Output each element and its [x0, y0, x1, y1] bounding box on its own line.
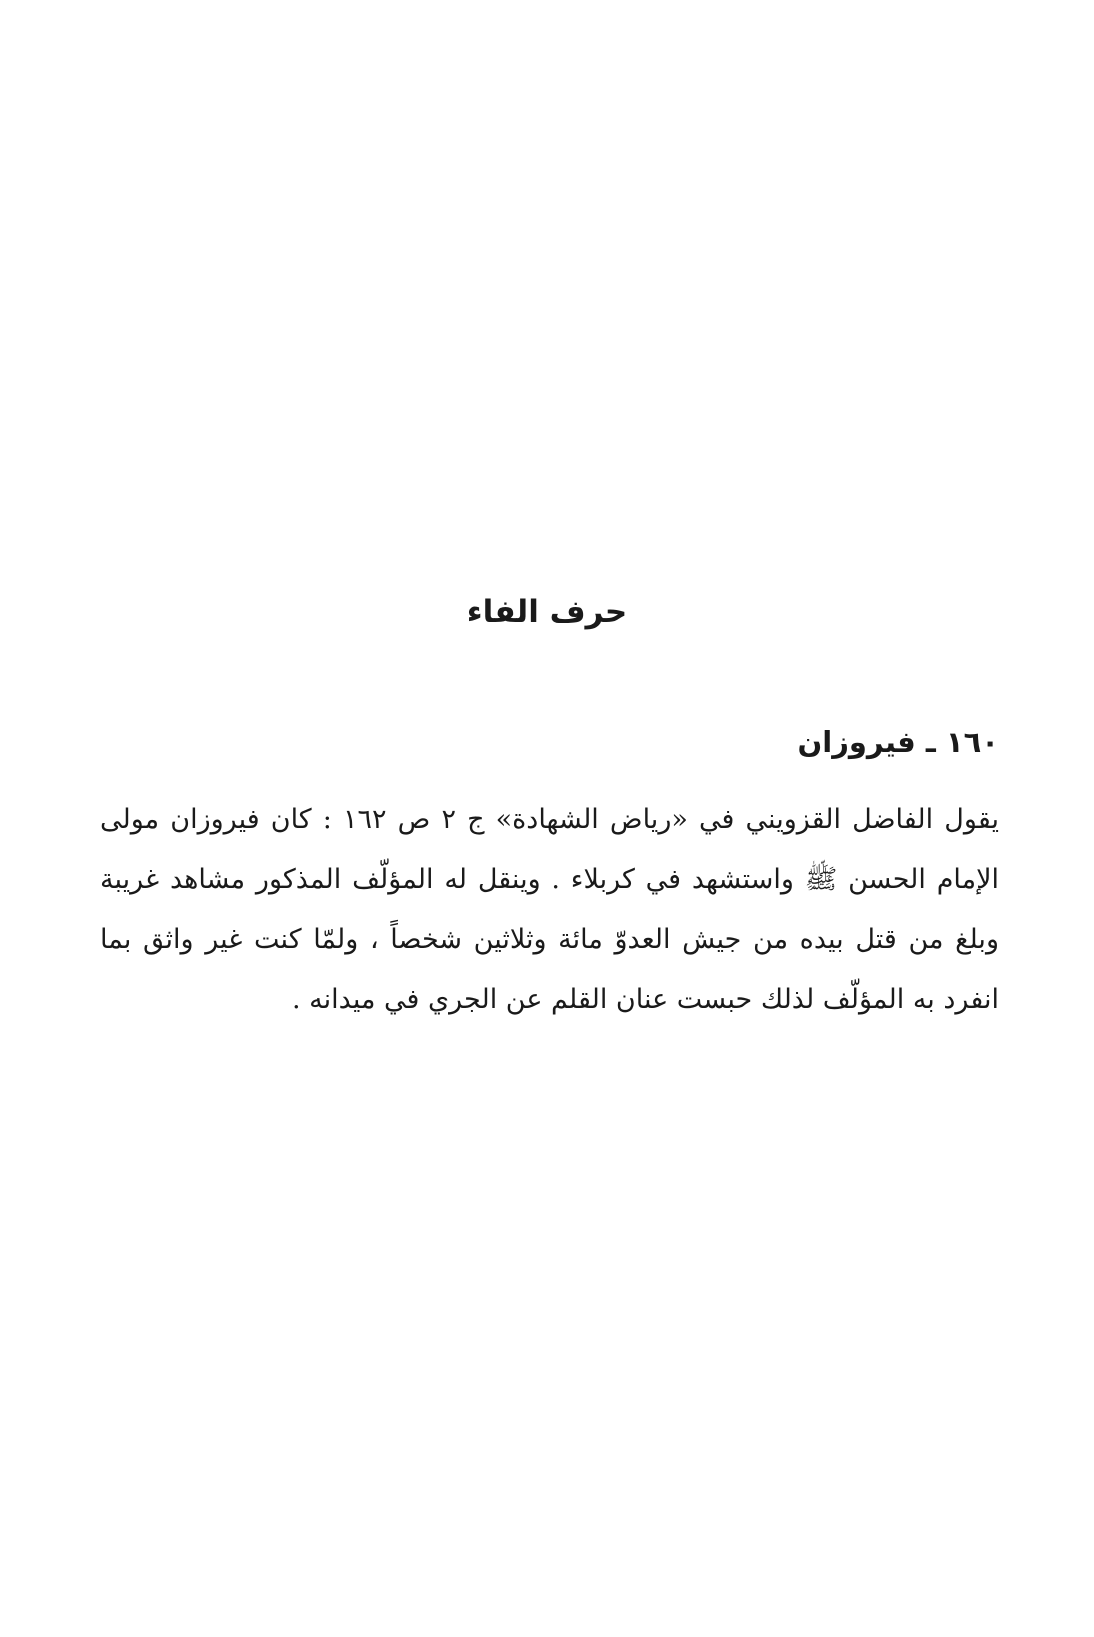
entry-heading: ١٦٠ ـ فيروزان [797, 725, 999, 759]
section-title: حرف الفاء [466, 594, 628, 630]
paragraph-line: انفرد به المؤلّف لذلك حبست عنان القلم عن الجري في ميدانه . [292, 984, 999, 1015]
paragraph-line: يقول الفاضل القزويني في «رياض الشهادة» ج ٢ ص ١٦٢ : كان فيروزان مولى [100, 804, 1000, 835]
paragraph-line: الإمام الحسن ﷺ واستشهد في كربلاء . وينقل له المؤلّف المذكور مشاهد غريبة [100, 864, 999, 895]
paragraph-line: وبلغ من قتل بيده من جيش العدوّ مائة وثلاثين شخصاً ، ولمّا كنت غير واثق بما [100, 924, 999, 955]
entry-paragraph [100, 790, 999, 1030]
